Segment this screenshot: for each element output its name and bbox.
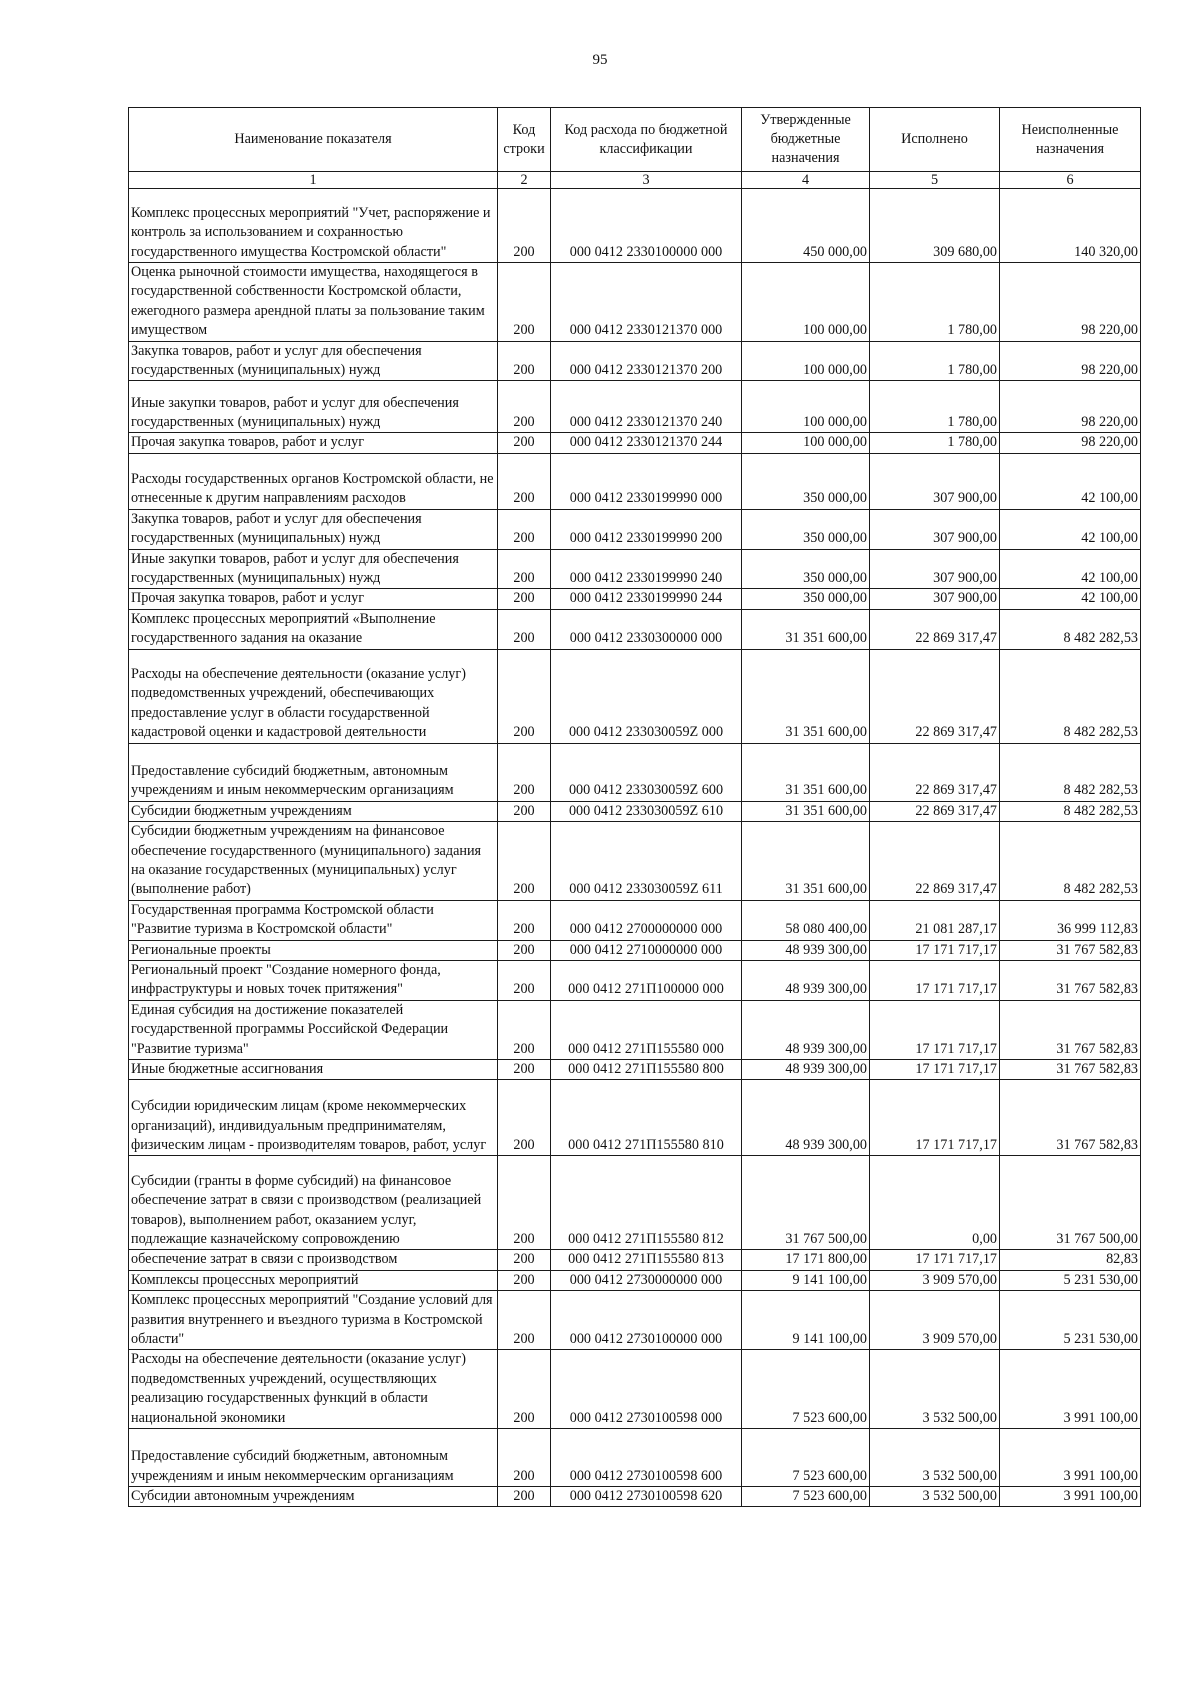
table-row	[129, 940, 1141, 960]
row-approved: 450 000,00	[742, 189, 870, 263]
row-line-code: 200	[498, 609, 551, 649]
row-budget-code: 000 0412 233030059Z 611	[551, 822, 742, 901]
row-line-code: 200	[498, 1080, 551, 1156]
row-unexecuted: 31 767 582,83	[1000, 1059, 1141, 1079]
column-number: 3	[551, 172, 742, 189]
table-row	[129, 453, 1141, 509]
row-unexecuted: 3 991 100,00	[1000, 1350, 1141, 1429]
table-row	[129, 1156, 1141, 1250]
row-name: Единая субсидия на достижение показателей государственной программы Российской Федерации "Развитие туризма"	[129, 1000, 498, 1059]
row-budget-code: 000 0412 2330100000 000	[551, 189, 742, 263]
row-approved: 48 939 300,00	[742, 1000, 870, 1059]
row-line-code: 200	[498, 1270, 551, 1290]
row-executed: 17 171 717,17	[870, 960, 1000, 1000]
row-approved: 9 141 100,00	[742, 1270, 870, 1290]
row-executed: 17 171 717,17	[870, 1080, 1000, 1156]
row-approved: 58 080 400,00	[742, 900, 870, 940]
row-name: Расходы на обеспечение деятельности (оказание услуг) подведомственных учреждений, осуществляющих реализацию государственных функций в области национальной экономики	[129, 1350, 498, 1429]
row-executed: 3 909 570,00	[870, 1291, 1000, 1350]
row-executed: 3 532 500,00	[870, 1429, 1000, 1487]
row-budget-code: 000 0412 271П155580 812	[551, 1156, 742, 1250]
row-approved: 48 939 300,00	[742, 1080, 870, 1156]
row-unexecuted: 5 231 530,00	[1000, 1270, 1141, 1290]
row-executed: 22 869 317,47	[870, 649, 1000, 743]
column-number: 2	[498, 172, 551, 189]
row-line-code: 200	[498, 1250, 551, 1270]
row-line-code: 200	[498, 649, 551, 743]
row-budget-code: 000 0412 2330121370 240	[551, 381, 742, 433]
row-approved: 31 767 500,00	[742, 1156, 870, 1250]
row-unexecuted: 31 767 500,00	[1000, 1156, 1141, 1250]
row-line-code: 200	[498, 433, 551, 453]
header-budget-code: Код расхода по бюджетной классификации	[551, 108, 742, 172]
table-row	[129, 1350, 1141, 1429]
row-executed: 17 171 717,17	[870, 940, 1000, 960]
row-executed: 1 780,00	[870, 381, 1000, 433]
row-name: Региональный проект "Создание номерного фонда, инфраструктуры и новых точек притяжения"	[129, 960, 498, 1000]
row-unexecuted: 31 767 582,83	[1000, 940, 1141, 960]
column-number: 4	[742, 172, 870, 189]
row-name: Комплекс процессных мероприятий "Создание условий для развития внутреннего и въездного туризма в Костромской области"	[129, 1291, 498, 1350]
row-unexecuted: 31 767 582,83	[1000, 1080, 1141, 1156]
row-line-code: 200	[498, 1429, 551, 1487]
table-row	[129, 960, 1141, 1000]
table-row	[129, 1250, 1141, 1270]
row-unexecuted: 42 100,00	[1000, 453, 1141, 509]
row-line-code: 200	[498, 1000, 551, 1059]
row-unexecuted: 98 220,00	[1000, 433, 1141, 453]
table-row	[129, 1000, 1141, 1059]
row-budget-code: 000 0412 271П155580 810	[551, 1080, 742, 1156]
page-number: 95	[592, 52, 608, 68]
row-line-code: 200	[498, 453, 551, 509]
row-executed: 1 780,00	[870, 433, 1000, 453]
row-executed: 1 780,00	[870, 263, 1000, 342]
row-executed: 307 900,00	[870, 589, 1000, 609]
table-row	[129, 609, 1141, 649]
row-name: Прочая закупка товаров, работ и услуг	[129, 433, 498, 453]
row-line-code: 200	[498, 960, 551, 1000]
row-budget-code: 000 0412 271П155580 000	[551, 1000, 742, 1059]
table-row	[129, 1487, 1141, 1507]
row-budget-code: 000 0412 2730000000 000	[551, 1270, 742, 1290]
row-budget-code: 000 0412 2700000000 000	[551, 900, 742, 940]
column-number: 1	[129, 172, 498, 189]
row-unexecuted: 42 100,00	[1000, 509, 1141, 549]
row-budget-code: 000 0412 233030059Z 600	[551, 743, 742, 801]
row-unexecuted: 36 999 112,83	[1000, 900, 1141, 940]
row-executed: 22 869 317,47	[870, 609, 1000, 649]
row-name: Субсидии автономным учреждениям	[129, 1487, 498, 1507]
row-unexecuted: 5 231 530,00	[1000, 1291, 1141, 1350]
table-row	[129, 900, 1141, 940]
row-approved: 31 351 600,00	[742, 649, 870, 743]
row-executed: 22 869 317,47	[870, 822, 1000, 901]
table-row	[129, 801, 1141, 821]
row-name: Комплекс процессных мероприятий «Выполнение государственного задания на оказание	[129, 609, 498, 649]
row-executed: 22 869 317,47	[870, 743, 1000, 801]
row-unexecuted: 82,83	[1000, 1250, 1141, 1270]
row-name: Закупка товаров, работ и услуг для обеспечения государственных (муниципальных) нужд	[129, 341, 498, 381]
row-budget-code: 000 0412 2330199990 244	[551, 589, 742, 609]
row-line-code: 200	[498, 743, 551, 801]
table-body	[129, 189, 1141, 1507]
row-executed: 21 081 287,17	[870, 900, 1000, 940]
table-header-row	[129, 108, 1141, 172]
row-line-code: 200	[498, 1350, 551, 1429]
row-unexecuted: 42 100,00	[1000, 549, 1141, 589]
row-executed: 17 171 717,17	[870, 1059, 1000, 1079]
row-approved: 100 000,00	[742, 263, 870, 342]
row-unexecuted: 8 482 282,53	[1000, 822, 1141, 901]
row-approved: 48 939 300,00	[742, 1059, 870, 1079]
row-line-code: 200	[498, 1156, 551, 1250]
table-row	[129, 1429, 1141, 1487]
row-unexecuted: 3 991 100,00	[1000, 1429, 1141, 1487]
row-executed: 3 909 570,00	[870, 1270, 1000, 1290]
row-approved: 31 351 600,00	[742, 609, 870, 649]
row-executed: 0,00	[870, 1156, 1000, 1250]
row-name: Субсидии (гранты в форме субсидий) на финансовое обеспечение затрат в связи с производством (реализацией товаров), выполнением работ, оказанием услуг, подлежащие казначейскому сопровождению	[129, 1156, 498, 1250]
row-approved: 350 000,00	[742, 453, 870, 509]
table-row	[129, 509, 1141, 549]
row-budget-code: 000 0412 233030059Z 610	[551, 801, 742, 821]
row-approved: 100 000,00	[742, 341, 870, 381]
row-approved: 100 000,00	[742, 381, 870, 433]
row-approved: 48 939 300,00	[742, 940, 870, 960]
table-row	[129, 649, 1141, 743]
row-executed: 3 532 500,00	[870, 1350, 1000, 1429]
row-approved: 350 000,00	[742, 589, 870, 609]
table-row	[129, 549, 1141, 589]
row-unexecuted: 98 220,00	[1000, 341, 1141, 381]
table-row	[129, 1291, 1141, 1350]
row-budget-code: 000 0412 233030059Z 000	[551, 649, 742, 743]
row-line-code: 200	[498, 940, 551, 960]
row-budget-code: 000 0412 2730100598 620	[551, 1487, 742, 1507]
row-name: Прочая закупка товаров, работ и услуг	[129, 589, 498, 609]
row-budget-code: 000 0412 2330121370 244	[551, 433, 742, 453]
table-row	[129, 1270, 1141, 1290]
row-name: обеспечение затрат в связи с производством	[129, 1250, 498, 1270]
row-approved: 17 171 800,00	[742, 1250, 870, 1270]
table-row	[129, 189, 1141, 263]
row-line-code: 200	[498, 1487, 551, 1507]
row-name: Оценка рыночной стоимости имущества, находящегося в государственной собственности Костромской области, ежегодного размера арендной платы за пользование таким имуществом	[129, 263, 498, 342]
row-name: Иные бюджетные ассигнования	[129, 1059, 498, 1079]
budget-execution-table	[128, 107, 1141, 1507]
row-name: Государственная программа Костромской области "Развитие туризма в Костромской области"	[129, 900, 498, 940]
row-budget-code: 000 0412 271П100000 000	[551, 960, 742, 1000]
row-unexecuted: 98 220,00	[1000, 381, 1141, 433]
row-name: Иные закупки товаров, работ и услуг для обеспечения государственных (муниципальных) нужд	[129, 381, 498, 433]
row-line-code: 200	[498, 381, 551, 433]
row-name: Иные закупки товаров, работ и услуг для обеспечения государственных (муниципальных) нужд	[129, 549, 498, 589]
row-line-code: 200	[498, 189, 551, 263]
row-approved: 7 523 600,00	[742, 1429, 870, 1487]
row-unexecuted: 42 100,00	[1000, 589, 1141, 609]
row-line-code: 200	[498, 263, 551, 342]
column-number: 5	[870, 172, 1000, 189]
column-number: 6	[1000, 172, 1141, 189]
row-name: Расходы на обеспечение деятельности (оказание услуг) подведомственных учреждений, обеспечивающих предоставление услуг в области государственной кадастровой оценки и кадастровой деятельности	[129, 649, 498, 743]
row-unexecuted: 98 220,00	[1000, 263, 1141, 342]
row-name: Предоставление субсидий бюджетным, автономным учреждениям и иным некоммерческим организациям	[129, 1429, 498, 1487]
row-line-code: 200	[498, 801, 551, 821]
row-line-code: 200	[498, 509, 551, 549]
row-budget-code: 000 0412 2330121370 200	[551, 341, 742, 381]
row-line-code: 200	[498, 341, 551, 381]
row-approved: 31 351 600,00	[742, 801, 870, 821]
row-approved: 350 000,00	[742, 509, 870, 549]
row-line-code: 200	[498, 549, 551, 589]
table-row	[129, 1059, 1141, 1079]
row-budget-code: 000 0412 2730100598 600	[551, 1429, 742, 1487]
row-unexecuted: 3 991 100,00	[1000, 1487, 1141, 1507]
row-unexecuted: 8 482 282,53	[1000, 649, 1141, 743]
row-line-code: 200	[498, 900, 551, 940]
header-indicator-name: Наименование показателя	[129, 108, 498, 172]
table-row	[129, 743, 1141, 801]
row-name: Комплекс процессных мероприятий "Учет, распоряжение и контроль за использованием и сохранностью государственного имущества Костромской области"	[129, 189, 498, 263]
row-line-code: 200	[498, 1059, 551, 1079]
row-approved: 7 523 600,00	[742, 1487, 870, 1507]
row-unexecuted: 140 320,00	[1000, 189, 1141, 263]
row-executed: 307 900,00	[870, 549, 1000, 589]
table-row	[129, 381, 1141, 433]
row-budget-code: 000 0412 2330121370 000	[551, 263, 742, 342]
row-name: Субсидии бюджетным учреждениям на финансовое обеспечение государственного (муниципального) задания на оказание государственных (муниципальных) услуг (выполнение работ)	[129, 822, 498, 901]
row-approved: 31 351 600,00	[742, 822, 870, 901]
table-row	[129, 822, 1141, 901]
row-name: Региональные проекты	[129, 940, 498, 960]
row-budget-code: 000 0412 2710000000 000	[551, 940, 742, 960]
table-row	[129, 341, 1141, 381]
row-approved: 7 523 600,00	[742, 1350, 870, 1429]
row-unexecuted: 31 767 582,83	[1000, 1000, 1141, 1059]
row-budget-code: 000 0412 2330199990 200	[551, 509, 742, 549]
table-row	[129, 433, 1141, 453]
row-approved: 9 141 100,00	[742, 1291, 870, 1350]
row-executed: 309 680,00	[870, 189, 1000, 263]
row-executed: 17 171 717,17	[870, 1250, 1000, 1270]
row-unexecuted: 8 482 282,53	[1000, 801, 1141, 821]
header-unexecuted: Неисполненные назначения	[1000, 108, 1141, 172]
row-executed: 307 900,00	[870, 453, 1000, 509]
row-budget-code: 000 0412 2330199990 240	[551, 549, 742, 589]
row-name: Предоставление субсидий бюджетным, автономным учреждениям и иным некоммерческим организациям	[129, 743, 498, 801]
row-budget-code: 000 0412 2330300000 000	[551, 609, 742, 649]
row-approved: 350 000,00	[742, 549, 870, 589]
header-line-code: Код строки	[498, 108, 551, 172]
row-name: Комплексы процессных мероприятий	[129, 1270, 498, 1290]
row-approved: 100 000,00	[742, 433, 870, 453]
table-row	[129, 1080, 1141, 1156]
row-name: Субсидии юридическим лицам (кроме некоммерческих организаций), индивидуальным предпринимателям, физическим лицам - производителям товаров, работ, услуг	[129, 1080, 498, 1156]
header-executed: Исполнено	[870, 108, 1000, 172]
table-row	[129, 589, 1141, 609]
row-budget-code: 000 0412 271П155580 800	[551, 1059, 742, 1079]
row-approved: 48 939 300,00	[742, 960, 870, 1000]
row-name: Расходы государственных органов Костромской области, не отнесенные к другим направлениям расходов	[129, 453, 498, 509]
row-line-code: 200	[498, 1291, 551, 1350]
row-budget-code: 000 0412 271П155580 813	[551, 1250, 742, 1270]
row-budget-code: 000 0412 2730100000 000	[551, 1291, 742, 1350]
row-executed: 307 900,00	[870, 509, 1000, 549]
row-budget-code: 000 0412 2330199990 000	[551, 453, 742, 509]
row-executed: 3 532 500,00	[870, 1487, 1000, 1507]
row-executed: 1 780,00	[870, 341, 1000, 381]
row-executed: 22 869 317,47	[870, 801, 1000, 821]
column-number-row	[129, 172, 1141, 189]
row-line-code: 200	[498, 589, 551, 609]
header-approved: Утвержденные бюджетные назначения	[742, 108, 870, 172]
row-unexecuted: 31 767 582,83	[1000, 960, 1141, 1000]
table-row	[129, 263, 1141, 342]
row-budget-code: 000 0412 2730100598 000	[551, 1350, 742, 1429]
row-line-code: 200	[498, 822, 551, 901]
row-executed: 17 171 717,17	[870, 1000, 1000, 1059]
row-unexecuted: 8 482 282,53	[1000, 609, 1141, 649]
row-name: Закупка товаров, работ и услуг для обеспечения государственных (муниципальных) нужд	[129, 509, 498, 549]
row-unexecuted: 8 482 282,53	[1000, 743, 1141, 801]
row-approved: 31 351 600,00	[742, 743, 870, 801]
row-name: Субсидии бюджетным учреждениям	[129, 801, 498, 821]
